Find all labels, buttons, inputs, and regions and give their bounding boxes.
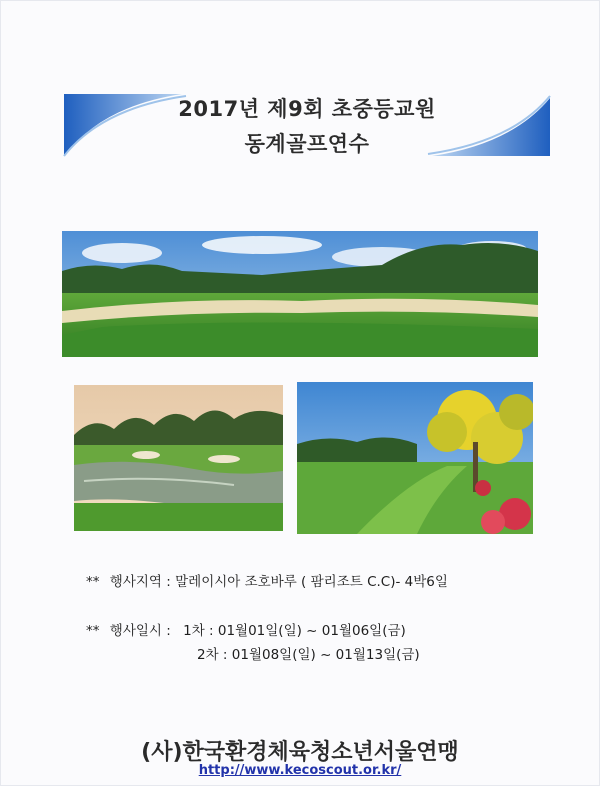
event-region-line (86, 570, 448, 590)
golf-pond-photo (74, 385, 283, 531)
event-date-label: 행사일시 : (109, 623, 171, 639)
event-date-first: 1차 : 01월01일(일) ~ 01월06일(금) (183, 623, 406, 639)
event-region-value: 말레이시아 조호바루 ( 팜리조트 C.C)- 4박6일 (175, 574, 448, 590)
title-banner (62, 90, 552, 160)
bullet-marker: ** (86, 574, 100, 590)
golf-flowering-trees-photo (297, 382, 533, 534)
bullet-marker: ** (86, 623, 100, 639)
event-region-label: 행사지역 : (109, 574, 171, 590)
organization-name: (사)한국환경체육청소년서울연맹 (141, 740, 459, 765)
golf-fairway-panorama-photo (62, 231, 538, 357)
title-line-1: 2017년 제9회 초중등교원 (178, 97, 436, 121)
event-date-second-line (197, 643, 420, 663)
event-date-line (86, 619, 406, 639)
title-line-2: 동계골프연수 (244, 132, 370, 156)
website-link[interactable]: http://www.kecoscout.or.kr/ (198, 763, 402, 778)
event-date-second: 2차 : 01월08일(일) ~ 01월13일(금) (197, 647, 420, 663)
